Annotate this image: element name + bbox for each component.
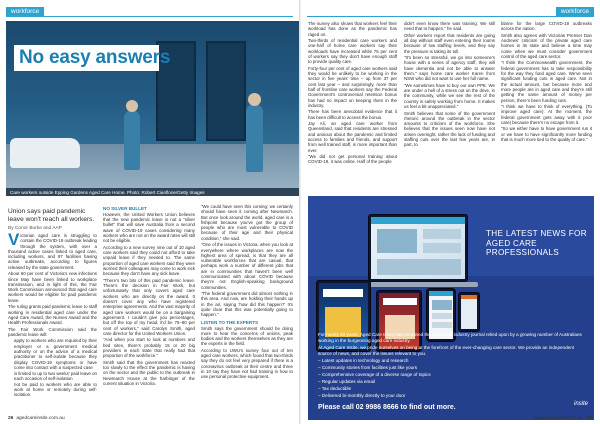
standfirst-text: Union says paid pandemic leave won't reach all workers. (8, 208, 95, 223)
header-rule (307, 16, 594, 17)
photo-door (206, 41, 246, 141)
paragraph: blame for the large COVID-19 outbreaks across the nation. (501, 21, 592, 32)
photo-worker (246, 104, 263, 172)
paragraph: "We could have seen this coming; we certainly should have seen it coming after Newmarch. But once look around the world, aged care is a fishpoint because you've got the group of people who are most vulnerable to COVID because of their age and their physical condition," she said. (201, 204, 293, 241)
list-item: – Community stories from facilities just like yours (318, 365, 588, 371)
header-rule (6, 16, 293, 17)
paragraph: "I think we have to think of everything. (To improve aged care). At the moment, the federal government gets away with it poor care) because there's no escape from it. (501, 104, 592, 125)
paragraph: The Fair Work Commission said the pandemic leave will: (8, 326, 97, 337)
advert-body (318, 332, 588, 401)
paragraph: "One of the issues in Victoria, when you look at everywhere where workplaces are now the highest area of spread, is that they are all vulnerable workforces that are casual, that perhaps work a number of different jobs that are in communities that haven't been well communicated with about COVID because they're not English-speaking background communities. (201, 242, 293, 290)
paragraph: "The federal government did almost nothing in this area. And now, are holding their hands up in the air, saying 'how did this happen?' It's quite clear that this was potentially going to happen." (201, 291, 293, 318)
page-number: 27 (586, 416, 592, 421)
list-item: • is limited to up to two weeks' paid leave on each occasion of self-isolation (14, 371, 97, 382)
paragraph: According to UWU's survey four out of ten aged care workers, which found that two-thirds say they do not feel very prepared if there is a coronavirus outbreak at their centre and three in 10 say they have not had training in how to use personal protective equipment. (201, 347, 293, 380)
paragraph: However, the United Workers Union believes that the new pandemic leave is not a "silver bullet" that will save Australia from a second wave of COVID-19 cases considering many workers who are not on the award rates will still not be eligible. (103, 211, 195, 244)
paragraph: Smith says the government should be doing more to hear the concerns of unions, peak bodies and the workers themselves as they are the experts in the field. (201, 325, 293, 347)
paragraph: Forty-four per cent of aged care workers said they would be unlikely to be working in the sector in five years' time – up from 37 per cent last year – and surprisingly, more than half of frontline care workers say the Federal Government's controversial retention bonus has had no impact on keeping them in the industry. (308, 65, 397, 108)
right-page (301, 0, 600, 424)
paragraph: Other workers report that residents are going all day without staff even entering their rooms because of low staffing levels, and they say the pressure is taking its toll. (404, 32, 495, 54)
paragraph: Smith believes that some of the government rhetoric around the outbreak in the sector amounts to criticism of the workforce. She believes that the issues seen now have not arisen overnight, rather the lack of funding and staffing cuts over the last few years are, in part, to (404, 110, 495, 148)
paragraph: The survey also shows that workers feel their workload has done as the pandemic has raged on. (308, 21, 397, 37)
article-column-3 (201, 204, 293, 417)
paragraph: "It's been so stressful, we go into someone's house with a series of agency staff, they will have dementia and not be able to answer them," says home care worker Karen from NSW who did not want to use her full name. (404, 55, 495, 82)
page-number: 26 (8, 416, 14, 421)
list-item: – Comprehensive coverage of a diverse range of topics (318, 372, 588, 378)
phone-screen (458, 292, 480, 332)
laptop-base (358, 282, 478, 287)
section-tab: workforce (556, 7, 594, 16)
advert-intro: For nearly 20 years, Aged Care Insite has remained the respected industry journal relied upon by a growing number of Australians working in the burgeoning aged care industry. (318, 332, 582, 343)
paragraph: Two-thirds of residential care workers and one-half of home care workers say their workloads have increased while 75 per cent of workers say they don't have enough staff to provide quality care. (308, 38, 397, 65)
article-column-6 (501, 21, 592, 193)
article-headline: No easy answers (19, 47, 171, 68)
advert-intro: At Aged Care Insite, we pride ourselves on being at the forefront of the ever-changing care sector. We provide an independent source of news, and cover the issues relevant to you. (318, 345, 575, 356)
folio-left (8, 416, 65, 421)
photo-worker (124, 110, 140, 170)
paragraph: The ruling grants paid pandemic leave to staff working in residential aged care under the Aged Care Award, the Nurses Award and the Health Professionals Award. (8, 304, 97, 326)
paragraph: "There's two bits of this paid pandemic leave. There's the decision in Fair Work, but unfortunately that only covers aged care workers who are directly on the award. It doesn't cover any who have registered enterprise agreements. And the vast majority of aged care workers would be on a bargaining agreement. I couldn't give you percentages, but off the top of my head, it'd be 75–80 per cent of workers," said Carolyn Smith, aged care director for the United Workers Union. (103, 277, 195, 336)
photo-vehicle (10, 138, 80, 168)
paragraph: "So we either have to have government run it or we have to have significantly more funding that is much more tied to the quality of care." (501, 126, 592, 142)
paragraph: Jay Ali, an aged care worker from Queensland, said that residents are stressed and anxious about the pandemic and limited access to families and friends, and support from well trained staff, is more important than ever. (308, 121, 397, 153)
laptop-screen (368, 214, 468, 282)
paragraph: "And when you start to look at numbers and bed sites, there's probably 15 or 20 big providers in each state that really had that proportion of the workforce." (103, 337, 195, 359)
list-item: – Latest updates in technology and research (318, 358, 588, 364)
list-item: – Delivered bi-monthly directly to your door (318, 393, 588, 399)
paragraph: About 60 per cent of Victoria's new infections since May have been linked to workplace transmission, and in light of this, the Fair Work Commission announced that aged care workers would be eligible for paid pandemic leave. (8, 271, 97, 303)
article-column-4 (308, 21, 397, 193)
article-column-2 (103, 204, 195, 417)
advert-title: THE LATEST NEWS FOR AGED CARE PROFESSIONALS (486, 229, 587, 257)
byline: By Conor Burke and AAP (8, 225, 62, 231)
paragraph: "We sometimes have to buy our own PPE. We are under a hell of a stress out on the drive, in the community, while we see the rest of the country is safely working from home. It makes us feel a bit unappreciated." (404, 82, 495, 110)
left-page (0, 0, 299, 424)
folio-right (534, 416, 592, 421)
drop-cap: V (8, 233, 20, 249)
article-column-1 (8, 233, 97, 417)
paragraph: didn't even know there was training. We still need that to happen," he said. (404, 21, 495, 32)
list-item: • apply to workers who are required by their employer or a government medical authority or on the advice of a medical practitioner to self-isolate because they display COVID-19 symptoms or have come into contact with a suspected case (14, 338, 97, 370)
list-item: • not be paid to workers who are able to work at home or remotely during self-isolation. (14, 382, 97, 398)
list-item: – Regular updates via email (318, 379, 588, 385)
subheading: LISTEN TO THE EXPERTS (201, 319, 259, 325)
paragraph: ictorian aged care is struggling to contain the COVID-19 outbreak leading through the system, with over a thousand active cases linked to aged care, including workers, and 97 facilities having active outbreaks, according to figures released by the state government. (8, 233, 97, 270)
photo-worker-head (248, 93, 261, 106)
list-item: – Tax deductible (318, 386, 588, 392)
photo-caption: Care workers outside Epping Gardens Aged Care Home. Photo: Robert Cianflone/Getty Images (10, 190, 205, 195)
subheading: NO SILVER BULLET (103, 206, 147, 211)
paragraph: Smith also agrees with Victorian Premier Dan Andrews' criticism of the private aged care homes in its state and believe a time may come when we must consider government control of the aged care sector. (501, 32, 592, 59)
insite-logo: insite (573, 401, 588, 407)
advert-phone-cta[interactable]: Please call 02 9986 8666 to find out more. (318, 404, 456, 411)
benefits-list (318, 358, 588, 399)
article-column-5 (404, 21, 495, 193)
subscription-advert[interactable] (308, 196, 594, 420)
paragraph: "We did not get personal training about COVID-19, it was online. Half of the people (308, 154, 397, 165)
leave-conditions-list (14, 338, 97, 397)
paragraph: Smith said that the government has reacted too slowly to the effect the pandemic is having on the sector and the public to the outbreak in Newmarch House at the harbinger of the current situation in Victoria. (103, 359, 195, 386)
section-tab: workforce (6, 7, 44, 16)
standfirst (8, 208, 96, 232)
paragraph: There has been anecdotal evidence that it has been difficult to access the bonus. (308, 109, 397, 120)
paragraph: "I think the Commonwealth government, the federal government has to take responsibility for the way they fund aged care. We've seen significant funding cuts in aged care. Not in the actual amount, but because more and more people are in aged care and they're still getting the same amount of money per person, there's been funding cuts. (501, 60, 592, 103)
site-url: agedcareinsite.com.au (534, 416, 583, 421)
paragraph: According to a new survey nine out of 10 aged care workers said they could not afford to take unpaid leave if they needed to. The same proportion of aged care workers said they were worried their colleagues may come to work sick because they don't have any sick leave. (103, 244, 195, 277)
site-url: agedcareinsite.com.au (16, 416, 65, 421)
photo-worker-head (126, 100, 138, 112)
